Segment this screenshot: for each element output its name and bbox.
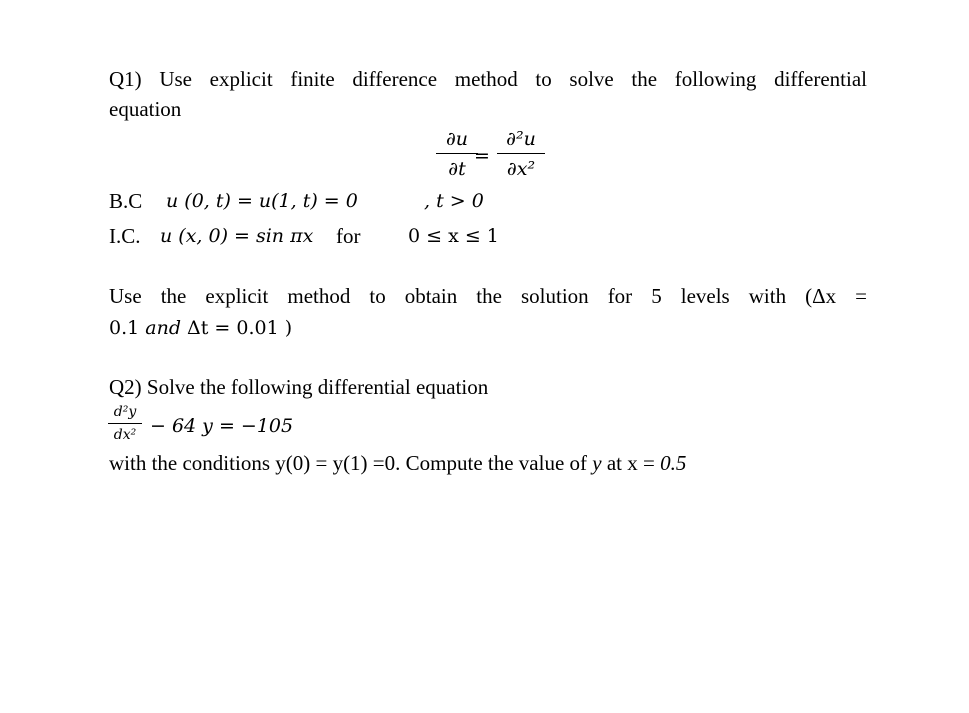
ic-range <box>408 224 499 248</box>
q1-intro-continued: equation <box>109 97 182 121</box>
q1-intro-text: Q1) Use explicit finite difference method to solve the following differential <box>109 67 867 91</box>
ode-fraction-bar <box>108 423 142 424</box>
q2-conditions-text-b: at x = <box>601 451 661 475</box>
q1-intro <box>109 67 867 91</box>
pde-equals-sign: = <box>474 145 490 167</box>
pde-lhs-denominator: ∂t <box>448 158 466 180</box>
instruction-dt-value: Δt = 0.01 ) <box>181 317 293 339</box>
pde-lhs-fraction <box>436 128 478 180</box>
initial-condition-line <box>109 224 141 248</box>
ode-denominator: dx² <box>113 427 137 443</box>
q2-conditions <box>109 451 686 475</box>
q1-instruction-text1: Use the explicit method to obtain the solution for 5 levels with (Δx = <box>109 284 867 308</box>
boundary-condition-line <box>109 189 142 213</box>
pde-lhs-fraction-bar <box>436 153 478 154</box>
pde-rhs-denominator: ∂x² <box>506 158 536 180</box>
ic-expression-tail: πx <box>290 225 314 247</box>
q1-instruction-line2 <box>109 315 292 340</box>
pde-rhs-fraction <box>497 128 545 180</box>
ic-range-text: 0 ≤ x ≤ 1 <box>408 225 499 247</box>
q2-conditions-value: 0.5 <box>660 451 687 475</box>
instruction-and-word: and <box>145 317 181 339</box>
ode-rest: − 64 y = −105 <box>150 415 294 437</box>
ode-second-derivative-fraction <box>108 404 142 443</box>
pde-lhs-numerator: ∂u <box>445 128 469 150</box>
q2-conditions-var: y <box>592 451 602 475</box>
ic-expression <box>160 224 313 250</box>
q2-title: Q2) Solve the following differential equation <box>109 375 489 399</box>
instruction-dx-value: 0.1 <box>109 317 146 339</box>
q2-conditions-text-a: with the conditions y(0) = y(1) =0. Compute the value of <box>109 451 593 475</box>
ic-label: I.C. <box>109 224 141 248</box>
pde-rhs-numerator: ∂²u <box>506 128 536 150</box>
bc-expression: u (0, t) = u(1, t) = 0 <box>166 190 358 212</box>
q1-instruction-line1 <box>109 284 867 308</box>
ode-numerator: d²y <box>113 404 137 420</box>
bc-time-condition: , t > 0 <box>424 190 484 212</box>
pde-rhs-fraction-bar <box>497 153 545 154</box>
bc-label: B.C <box>109 189 143 213</box>
ic-expression-main: u (x, 0) = sin <box>160 225 291 247</box>
ic-for-word: for <box>336 224 361 248</box>
